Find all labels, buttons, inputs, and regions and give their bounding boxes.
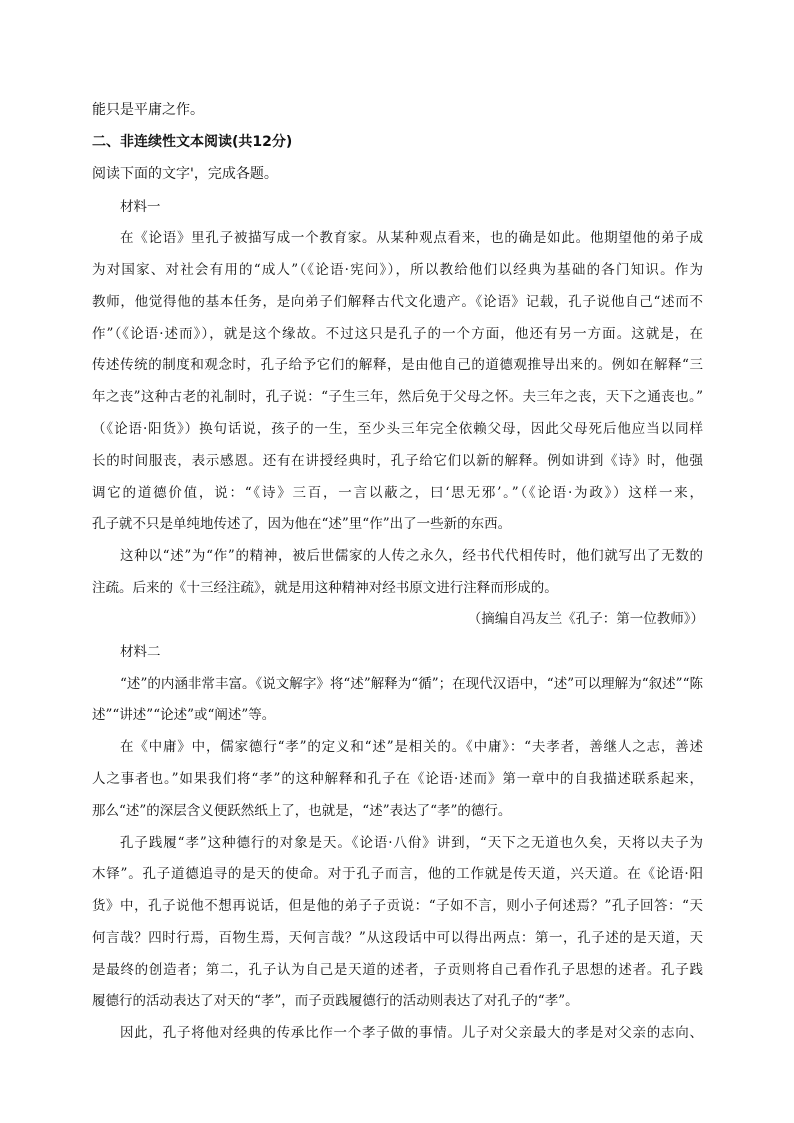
paragraph-line: 孔子践履“孝”这种德行的对象是天。《论语·八佾》讲到，“天下之无道也久矣，天将以夫子为 [120, 835, 703, 851]
paragraph-line: 人之事者也。”如果我们将“孝”的这种解释和孔子在《论语·述而》第一章中的自我描述联系起来， [92, 771, 703, 787]
paragraph-line: 因此，孔子将他对经典的传承比作一个孝子做的事情。儿子对父亲最大的孝是对父亲的志向、 [120, 1025, 703, 1041]
instruction: 阅读下面的文字'，完成各题。 [92, 166, 278, 182]
paragraph-line: 木铎”。孔子道德追寻的是天的使命。对于孔子而言，他的工作就是传天道，兴天道。在《论语·阳 [92, 866, 703, 882]
paragraph-line: 调它的道德价值，说：“《诗》三百，一言以蔽之，曰‘思无邪’。”（《论语·为政》）这样一来， [92, 485, 703, 501]
paragraph-line: 述”“讲述”“论述”或“阐述”等。 [92, 707, 276, 723]
section-heading: 二、非连续性文本阅读(共12分) [92, 134, 293, 150]
paragraph-line: 长的时间服丧，表示感恩。还有在讲授经典时，孔子给它们以新的解释。例如讲到《诗》时，他强 [92, 453, 703, 469]
intro-tail: 能只是平庸之作。 [92, 102, 204, 118]
paragraph-line: （《论语·阳货》）换句话说，孩子的一生，至少头三年完全依赖父母，因此父母死后他应当以同样 [92, 421, 703, 437]
material1-label: 材料一 [120, 199, 161, 215]
paragraph-line: 在《论语》里孔子被描写成一个教育家。从某种观点看来，也的确是如此。他期望他的弟子成 [120, 230, 703, 246]
paragraph-line: 注疏。后来的《十三经注疏》，就是用这种精神对经书原文进行注释而形成的。 [92, 580, 558, 596]
paragraph-line: “述”的内涵非常丰富。《说文解字》将“述”解释为“循”；在现代汉语中，“述”可以理解为“叙述”“陈 [120, 676, 703, 692]
paragraph-line: 作”（《论语·述而》），就是这个缘故。不过这只是孔子的一个方面，他还有另一方面。这就是，在 [92, 326, 703, 342]
paragraph-line: 孔子就不只是单纯地传述了，因为他在“述”里“作”出了一些新的东西。 [92, 516, 512, 532]
paragraph-line: 为对国家、对社会有用的“成人”（《论语·宪问》），所以教给他们以经典为基础的各门知识。作为 [92, 262, 703, 278]
paragraph-line: 教师，他觉得他的基本任务，是向弟子们解释古代文化遗产。《论语》记载，孔子说他自己“述而不 [92, 294, 703, 310]
paragraph-line: 年之丧”这种古老的礼制时，孔子说：“子生三年，然后免于父母之怀。夫三年之丧，天下之通丧也。” [92, 389, 703, 405]
material1-source: （摘编自冯友兰《孔子：第一位教师》） [467, 611, 704, 627]
paragraph-line: 那么“述”的深层含义便跃然纸上了，也就是，“述”表达了“孝”的德行。 [92, 803, 512, 819]
paragraph-line: 是最终的创造者；第二，孔子认为自己是天道的述者，子贡则将自己看作孔子思想的述者。孔子践 [92, 962, 703, 978]
paragraph-line: 何言哉？四时行焉，百物生焉，天何言哉？”从这段话中可以得出两点：第一，孔子述的是天道，天 [92, 930, 703, 946]
paragraph-line: 货》中，孔子说他不想再说话，但是他的弟子子贡说：“子如不言，则小子何述焉？”孔子回答：“天 [92, 898, 703, 914]
paragraph-line: 这种以“述”为“作”的精神，被后世儒家的人传之永久，经书代代相传时，他们就写出了无数的 [120, 548, 703, 564]
material2-label: 材料二 [120, 644, 161, 660]
paragraph-line: 履德行的活动表达了对天的“孝”，而子贡践履德行的活动则表达了对孔子的“孝”。 [92, 993, 579, 1009]
paragraph-line: 在《中庸》中，儒家德行“孝”的定义和“述”是相关的。《中庸》：“夫孝者，善继人之志，善述 [120, 739, 703, 755]
paragraph-line: 传述传统的制度和观念时，孔子给予它们的解释，是由他自己的道德观推导出来的。例如在解释“三 [92, 357, 703, 373]
